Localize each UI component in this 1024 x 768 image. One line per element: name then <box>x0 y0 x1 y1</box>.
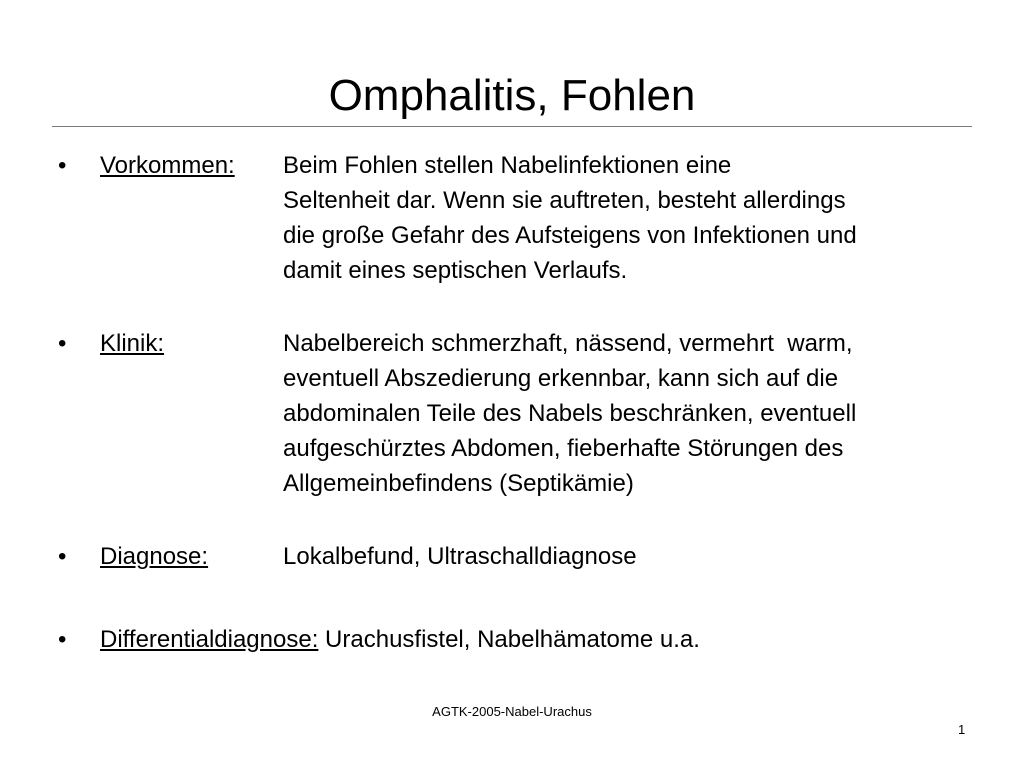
page-number: 1 <box>958 722 966 737</box>
bullet-icon: • <box>58 152 67 179</box>
term-klinik: Klinik: <box>100 330 165 357</box>
description-line: Beim Fohlen stellen Nabelinfektionen eine <box>283 152 732 179</box>
bullet-icon: • <box>58 330 67 357</box>
description-vorkommen <box>283 148 978 288</box>
list-item-klinik <box>58 326 978 501</box>
description-line: die große Gefahr des Aufsteigens von Infektionen und <box>283 222 857 249</box>
description-line: Allgemeinbefindens (Septikämie) <box>283 470 634 497</box>
description-line: Lokalbefund, Ultraschalldiagnose <box>283 543 637 570</box>
slide-content <box>58 148 978 657</box>
term-vorkommen: Vorkommen: <box>100 152 235 179</box>
slide-footer: AGTK-2005-Nabel-Urachus <box>432 704 592 719</box>
list-item-diagnose <box>58 539 978 574</box>
title-divider <box>52 126 972 127</box>
term-diagnose: Diagnose: <box>100 543 209 570</box>
description-line: damit eines septischen Verlaufs. <box>283 257 628 284</box>
bullet-icon: • <box>58 543 67 570</box>
description-differentialdiagnose: Urachusfistel, Nabelhämatome u.a. <box>325 626 700 653</box>
list-item-vorkommen <box>58 148 978 288</box>
description-diagnose <box>283 539 978 574</box>
description-line: aufgeschürztes Abdomen, fieberhafte Störungen des <box>283 435 844 462</box>
term-differentialdiagnose: Differentialdiagnose: <box>100 626 319 653</box>
description-line: eventuell Abszedierung erkennbar, kann sich auf die <box>283 365 839 392</box>
slide-title: Omphalitis, Fohlen <box>328 71 696 120</box>
description-klinik <box>283 326 978 501</box>
description-line: Seltenheit dar. Wenn sie auftreten, besteht allerdings <box>283 187 846 214</box>
bullet-icon: • <box>58 626 67 653</box>
list-item-differentialdiagnose <box>58 622 978 657</box>
description-line: abdominalen Teile des Nabels beschränken, eventuell <box>283 400 857 427</box>
description-line: Nabelbereich schmerzhaft, nässend, vermehrt warm, <box>283 330 853 357</box>
